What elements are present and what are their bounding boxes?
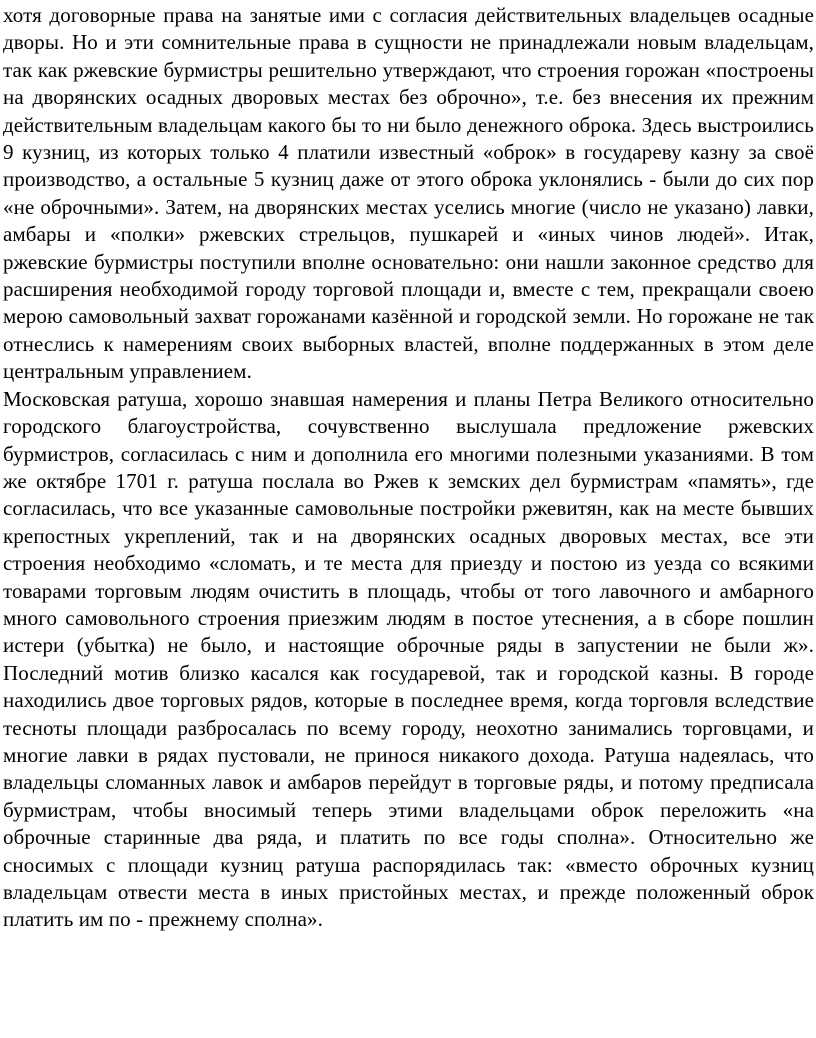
paragraph-1: хотя договорные права на занятые ими с согласия действительных владельцев осадные дворы. Но и эти сомнительные права в сущности не принадлежали новым владельцам, так как ржевские бурмистры решительно утверждают, что строения горожан «построены на дворянских осадных дворовых местах без оброчно», т.е. без внесения их прежним действительным владельцам какого бы то ни было денежного оброка. Здесь выстроились 9 кузниц, из которых только 4 платили известный «оброк» в государеву казну за своё производство, а остальные 5 кузниц даже от этого оброка уклонялись - были до сих пор «не оброчными». Затем, на дворянских местах уселись многие (число не указано) лавки, амбары и «полки» ржевских стрельцов, пушкарей и «иных чинов людей». Итак, ржевские бурмистры поступили вполне основательно: они нашли законное средство для расширения необходимой городу торговой площади и, вместе с тем, прекращали своею мерою самовольный захват горожанами казённой и городской земли. Но горожане не так отнеслись к намерениям своих выборных властей, вполне поддержанных в этом деле центральным управлением. (3, 3, 814, 384)
paragraph-2: Московская ратуша, хорошо знавшая намерения и планы Петра Великого относительно городского благоустройства, сочувственно выслушала предложение ржевских бурмистров, согласилась с ним и дополнила его многими полезными указаниями. В том же октябре 1701 г. ратуша послала во Ржев к земских дел бурмистрам «память», где согласилась, что все указанные самовольные постройки ржевитян, как на месте бывших крепостных укреплений, так и на дворянских осадных дворовых местах, все эти строения необходимо «сломать, и те места для приезду и постою из уезда со всякими товарами торговым людям очистить в площадь, чтобы от того лавочного и амбарного много самовольного строения приезжим людям в постое утеснения, а в сборе пошлин истери (убытка) не было, и настоящие оброчные ряды в запустении не были ж». Последний мотив близко касался как государевой, так и городской казны. В городе находились двое торговых рядов, которые в последнее время, когда торговля вследствие тесноты площади разбросалась по всему городу, неохотно занимались торговцами, и многие лавки в рядах пустовали, не принося никакого дохода. Ратуша надеялась, что владельцы сломанных лавок и амбаров перейдут в торговые ряды, и потому предписала бурмистрам, чтобы вносимый теперь этими владельцами оброк переложить «на оброчные старинные два ряда, и платить по все годы сполна». Относительно же сносимых с площади кузниц ратуша распорядилась так: «вместо оброчных кузниц владельцам отвести места в иных пристойных местах, и прежде положенный оброк платить им по - прежнему сполна». (3, 386, 814, 932)
